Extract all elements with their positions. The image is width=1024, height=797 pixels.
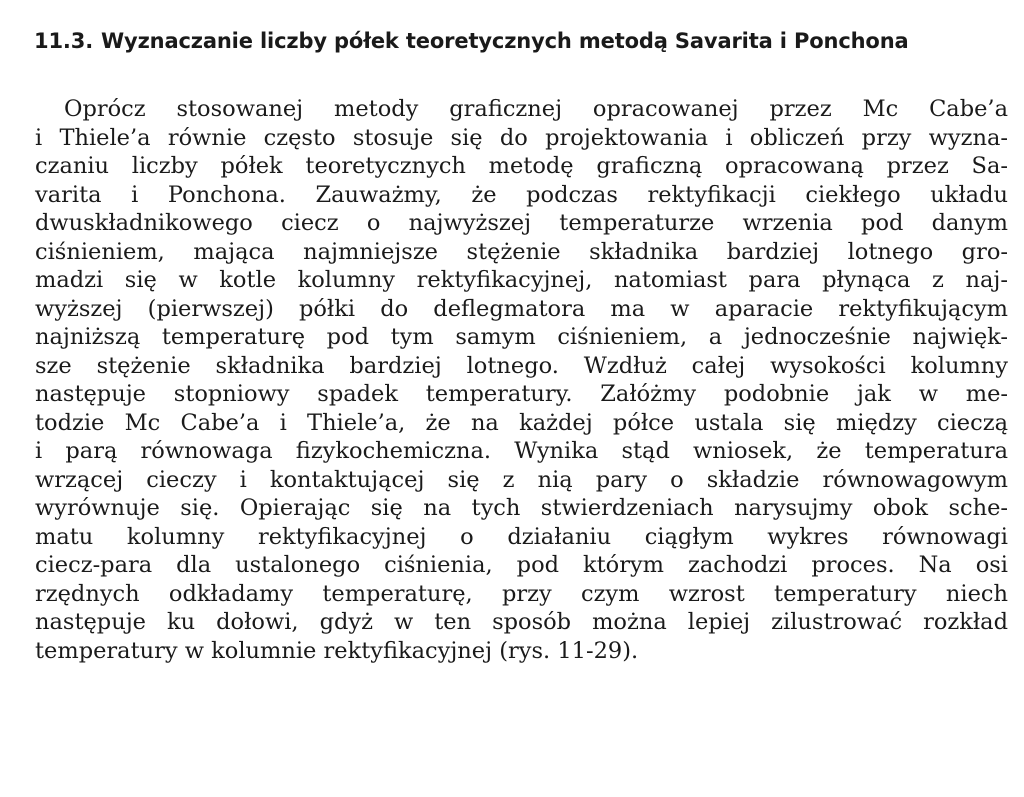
paragraph-line: następuje stopniowy spadek temperatury. Załóżmy podobnie jak w me- (35, 381, 1008, 407)
paragraph-line: następuje ku dołowi, gdyż w ten sposób można lepiej zilustrować rozkład (35, 609, 1008, 635)
body-paragraph (35, 95, 1008, 665)
paragraph-line: ciśnieniem, mająca najmniejsze stężenie składnika bardziej lotnego gro- (35, 238, 1008, 265)
paragraph-line: Oprócz stosowanej metody graficznej opracowanej przez Mc Cabe’a (64, 96, 1008, 122)
paragraph-line: czaniu liczby półek teoretycznych metodę graficzną opracowaną przez Sa- (35, 153, 1008, 179)
paragraph-line: sze stężenie składnika bardziej lotnego. Wzdłuż całej wysokości kolumny (35, 352, 1008, 379)
paragraph-line: i Thiele’a równie często stosuje się do projektowania i obliczeń przy wyzna- (35, 124, 1008, 151)
paragraph-line: varita i Ponchona. Zauważmy, że podczas rektyfikacji ciekłego układu (35, 181, 1008, 208)
paragraph-line: i parą równowaga fizykochemiczna. Wynika stąd wniosek, że temperatura (35, 438, 1008, 464)
paragraph-line: wyrównuje się. Opierając się na tych stwierdzeniach narysujmy obok sche- (35, 495, 1008, 521)
paragraph-line: ciecz-para dla ustalonego ciśnienia, pod którym zachodzi proces. Na osi (35, 552, 1008, 578)
section-number: 11.3. (34, 29, 94, 53)
paragraph-line: matu kolumny rektyfikacyjnej o działaniu ciągłym wykres równowagi (35, 523, 1008, 550)
paragraph-line: dwuskładnikowego ciecz o najwyższej temperaturze wrzenia pod danym (35, 210, 1008, 236)
paragraph-line: wrzącej cieczy i kontaktującej się z nią pary o składzie równowagowym (35, 466, 1008, 493)
paragraph-line: wyższej (pierwszej) półki do deflegmatora ma w aparacie rektyfikującym (35, 295, 1008, 322)
paragraph-line: temperatury w kolumnie rektyfikacyjnej (rys. 11-29). (35, 637, 639, 664)
paragraph-line: madzi się w kotle kolumny rektyfikacyjnej, natomiast para płynąca z naj- (35, 267, 1008, 293)
section-title: Wyznaczanie liczby półek teoretycznych metodą Savarita i Ponchona (101, 29, 909, 53)
paragraph-line: najniższą temperaturę pod tym samym ciśnieniem, a jednocześnie najwięk- (35, 324, 1008, 350)
paragraph-line: rzędnych odkładamy temperaturę, przy czym wzrost temperatury niech (35, 580, 1008, 607)
section-heading (34, 27, 909, 55)
paragraph-line: todzie Mc Cabe’a i Thiele’a, że na każdej półce ustala się między cieczą (35, 409, 1008, 436)
